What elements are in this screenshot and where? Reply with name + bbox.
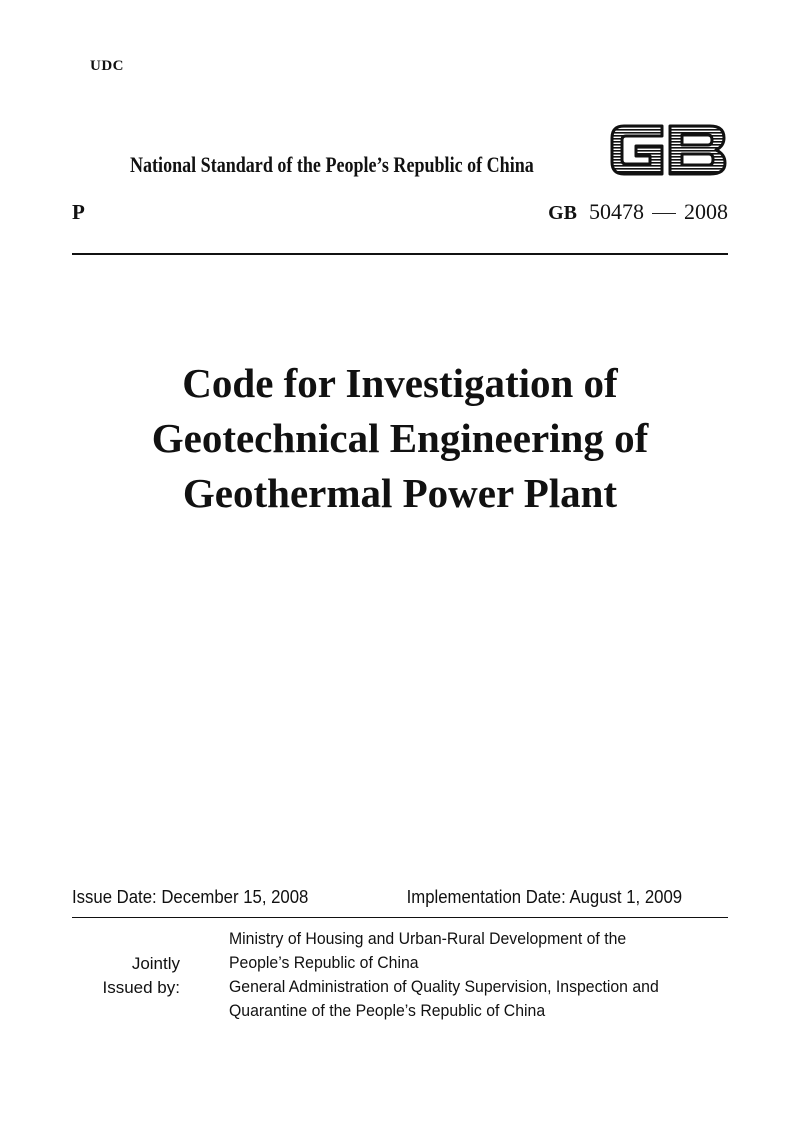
- standard-dash: [652, 213, 676, 214]
- title-line: Geotechnical Engineering of: [151, 415, 649, 461]
- document-title: [72, 356, 728, 521]
- standard-prefix: GB: [548, 202, 577, 224]
- issue-date: Issue Date: December 15, 2008: [72, 887, 309, 907]
- standard-year: 2008: [684, 199, 728, 224]
- standard-number: [548, 199, 728, 225]
- issuer-label-line: Issued by:: [102, 978, 180, 997]
- header-rule: [72, 253, 728, 255]
- dates-row: [72, 887, 682, 908]
- issuer-list: [229, 927, 713, 1023]
- standard-code: 50478: [589, 199, 644, 224]
- issuer-line: People’s Republic of China: [229, 953, 419, 972]
- title-line: Geothermal Power Plant: [182, 470, 618, 516]
- national-standard-heading: National Standard of the People’s Republic of China: [130, 152, 534, 177]
- footer-rule: [72, 917, 728, 918]
- udc-label: UDC: [90, 58, 124, 74]
- implementation-date: Implementation Date: August 1, 2009: [406, 887, 683, 907]
- issuer-line: Quarantine of the People’s Republic of China: [229, 1001, 546, 1020]
- issuer-line: General Administration of Quality Supervision, Inspection and: [229, 977, 659, 996]
- title-line: Code for Investigation of: [182, 360, 618, 406]
- gb-logo: [606, 120, 730, 180]
- category-letter: P: [72, 200, 85, 224]
- issuer-line: Ministry of Housing and Urban-Rural Development of the: [229, 929, 627, 948]
- issuer-label: [90, 952, 180, 1000]
- issuer-label-line: Jointly: [131, 954, 180, 973]
